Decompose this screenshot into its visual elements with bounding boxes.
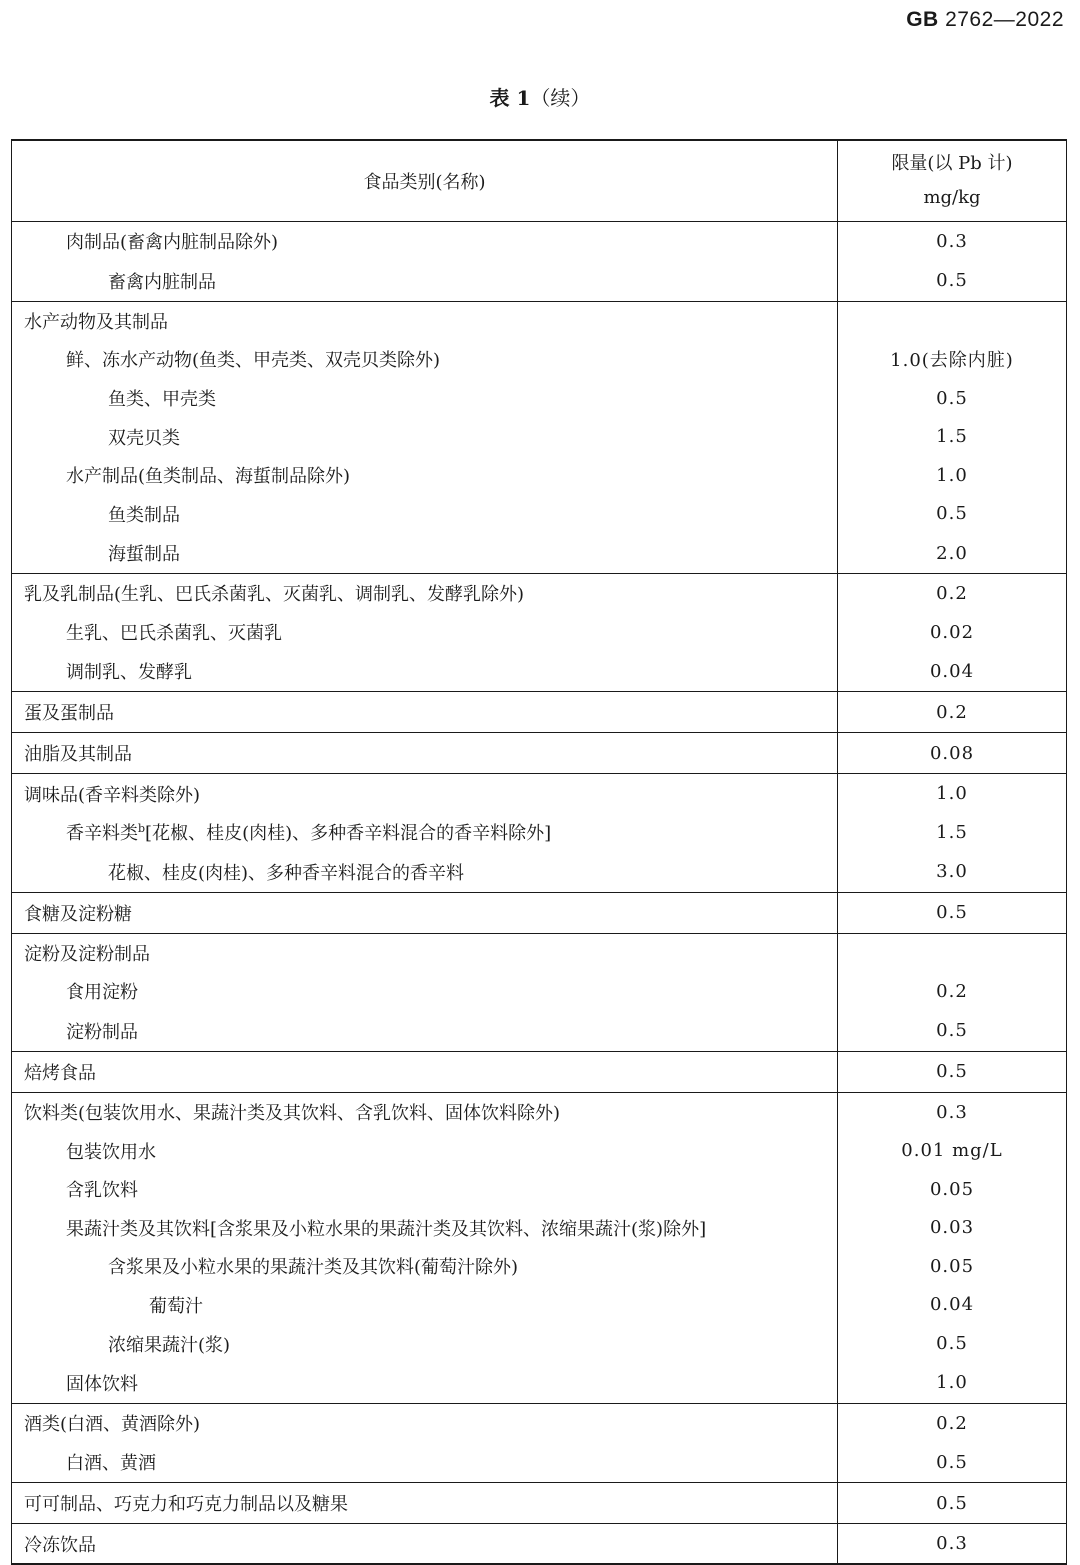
table-row [12,1524,1067,1564]
food-category-name [12,301,838,340]
table-row [12,574,1067,613]
table-row [12,692,1067,733]
food-category-text: 固体饮料 [66,1373,138,1395]
food-category-name [12,1209,838,1248]
table-row [12,933,1067,972]
food-category-name [12,651,838,692]
table-row [12,1324,1067,1363]
table-title-main: 表 1 [489,86,531,110]
table-row [12,379,1067,418]
food-category-name [12,1524,838,1564]
table-row [12,1011,1067,1052]
food-category-text: 鱼类、甲壳类 [108,389,216,411]
food-category-name [12,456,838,495]
table-row [12,1170,1067,1209]
limit-value: 0.5 [838,1051,1067,1092]
food-category-name [12,1442,838,1483]
table-row [12,340,1067,379]
food-category-text: 调味品(香辛料类除外) [24,784,201,806]
limit-value: 0.5 [838,1011,1067,1052]
footnote-marker: b [138,822,146,836]
food-category-name [12,1011,838,1052]
food-category-name [12,1051,838,1092]
limit-value: 0.2 [838,692,1067,733]
food-category-text: 花椒、桂皮(肉桂)、多种香辛料混合的香辛料 [108,862,465,884]
food-category-text-rest: [花椒、桂皮(肉桂)、多种香辛料混合的香辛料除外] [145,823,552,845]
limit-value: 0.5 [838,261,1067,302]
food-category-text: 浓缩果蔬汁(浆) [108,1334,231,1356]
limit-value: 0.2 [936,1412,968,1434]
food-category-text: 淀粉及淀粉制品 [24,943,150,965]
food-category-name [12,1403,838,1442]
food-category-text: 水产制品(鱼类制品、海蜇制品除外) [66,466,351,488]
table-row [12,1363,1067,1404]
table-row [12,972,1067,1011]
food-category-name [12,733,838,774]
lead-limits-table [11,139,1067,1565]
table-row [12,1483,1067,1524]
food-category-name [12,852,838,893]
table-row [12,417,1067,456]
table-row [12,1286,1067,1325]
food-category-text: 焙烤食品 [24,1062,96,1084]
food-category-text: 食用淀粉 [66,982,138,1004]
limit-value: 1.5 [936,821,968,843]
food-category-text: 淀粉制品 [66,1021,138,1043]
limit-value [838,933,1067,972]
food-category-text: 果蔬汁类及其饮料[含浆果及小粒水果的果蔬汁类及其饮料、浓缩果蔬汁(浆)除外] [66,1218,707,1240]
food-category-text: 含浆果及小粒水果的果蔬汁类及其饮料(葡萄汁除外) [108,1257,519,1279]
food-category-name [12,1131,838,1170]
food-category-text: 生乳、巴氏杀菌乳、灭菌乳 [66,623,282,645]
food-category-name [12,222,838,261]
limit-value: 0.08 [838,733,1067,774]
limit-value: 0.02 [929,621,975,643]
food-category-text: 葡萄汁 [149,1295,203,1317]
food-category-name [12,1483,838,1524]
food-category-text: 冷冻饮品 [24,1534,96,1556]
table-row [12,301,1067,340]
table-row [12,261,1067,302]
limit-value: 0.5 [936,1333,968,1355]
food-category-name [12,1286,838,1325]
limit-value: 1.0(去除内脏) [890,350,1014,372]
limit-value: 0.03 [929,1217,975,1239]
food-category-text: 油脂及其制品 [24,744,132,766]
food-category-name [12,574,838,613]
table-row [12,1247,1067,1286]
table-row [12,222,1067,261]
table-row [12,852,1067,893]
table-header-row [12,140,1067,222]
food-category-text: 香辛料类 [66,823,138,845]
limit-value: 0.5 [936,503,968,525]
food-category-text: 白酒、黄酒 [66,1453,156,1475]
food-category-text: 可可制品、巧克力和巧克力制品以及糖果 [24,1494,348,1516]
table-row [12,613,1067,652]
header-limit-unit: mg/kg [923,187,981,208]
food-category-name [12,1363,838,1404]
food-category-name [12,1170,838,1209]
table-row [12,533,1067,574]
food-category-text: 肉制品(畜禽内脏制品除外) [66,232,279,254]
food-category-name [12,774,838,813]
food-category-text: 畜禽内脏制品 [108,271,216,293]
limit-value: 1.0 [936,783,968,805]
header-limit [838,140,1067,222]
limit-value: 0.3 [936,1533,968,1555]
food-category-text: 双壳贝类 [108,427,180,449]
food-category-text: 乳及乳制品(生乳、巴氏杀菌乳、灭菌乳、调制乳、发酵乳除外) [24,584,525,606]
food-category-text: 水产动物及其制品 [24,311,168,333]
limit-value: 0.3 [936,1101,968,1123]
limit-value: 0.2 [936,582,968,604]
limit-value: 0.2 [936,980,968,1002]
limit-value: 2.0 [838,533,1067,574]
standard-number [906,8,1064,32]
food-category-text: 饮料类(包装饮用水、果蔬汁类及其饮料、含乳饮料、固体饮料除外) [24,1103,561,1125]
limit-value: 0.5 [936,387,968,409]
table-row [12,456,1067,495]
food-category-name [12,495,838,534]
limit-value: 0.05 [929,1255,975,1277]
table-row [12,892,1067,933]
table-row [12,651,1067,692]
food-category-name [12,533,838,574]
food-category-name [12,892,838,933]
food-category-name [12,1247,838,1286]
table-row [12,1442,1067,1483]
table-row [12,1131,1067,1170]
table-row [12,1092,1067,1131]
standard-prefix: GB [906,8,939,31]
table-title [0,82,1080,111]
food-category-name [12,933,838,972]
food-category-text: 含乳饮料 [66,1180,138,1202]
food-category-text: 鲜、冻水产动物(鱼类、甲壳类、双壳贝类除外) [66,350,441,372]
limit-value: 1.0 [838,1363,1067,1404]
food-category-name [12,813,838,852]
standard-code: 2762—2022 [945,8,1064,31]
food-category-text: 鱼类制品 [108,504,180,526]
limit-value: 0.01 mg/L [901,1140,1003,1162]
limit-value: 0.04 [838,651,1067,692]
food-category-name [12,1092,838,1131]
table-row [12,1209,1067,1248]
limit-value: 0.5 [838,1442,1067,1483]
limit-value: 1.0 [936,464,968,486]
table-title-suffix: （续） [530,86,591,110]
food-category-name [12,261,838,302]
food-category-text: 酒类(白酒、黄酒除外) [24,1414,201,1436]
limit-value: 0.04 [929,1294,975,1316]
limit-value: 0.5 [838,1483,1067,1524]
header-limit-title: 限量(以 Pb 计) [891,153,1013,174]
table-row [12,813,1067,852]
table-row [12,495,1067,534]
table-body [12,222,1067,1565]
limit-value: 0.5 [838,892,1067,933]
food-category-text: 食糖及淀粉糖 [24,903,132,925]
table-row [12,1403,1067,1442]
food-category-text: 海蜇制品 [108,544,180,566]
table-row [12,733,1067,774]
limit-value [838,301,1067,340]
food-category-name [12,379,838,418]
food-category-text: 蛋及蛋制品 [24,703,114,725]
limit-value: 0.05 [929,1178,975,1200]
limit-value: 3.0 [838,852,1067,893]
food-category-name [12,417,838,456]
food-category-name [12,613,838,652]
limit-value: 1.5 [936,426,968,448]
table-row [12,1051,1067,1092]
food-category-name [12,340,838,379]
food-category-name [12,972,838,1011]
food-category-name [12,1324,838,1363]
header-food-category: 食品类别(名称) [12,140,838,222]
food-category-text: 调制乳、发酵乳 [66,662,192,684]
food-category-name [12,692,838,733]
table-row [12,774,1067,813]
food-category-text: 包装饮用水 [66,1141,156,1163]
limit-value: 0.3 [936,230,968,252]
